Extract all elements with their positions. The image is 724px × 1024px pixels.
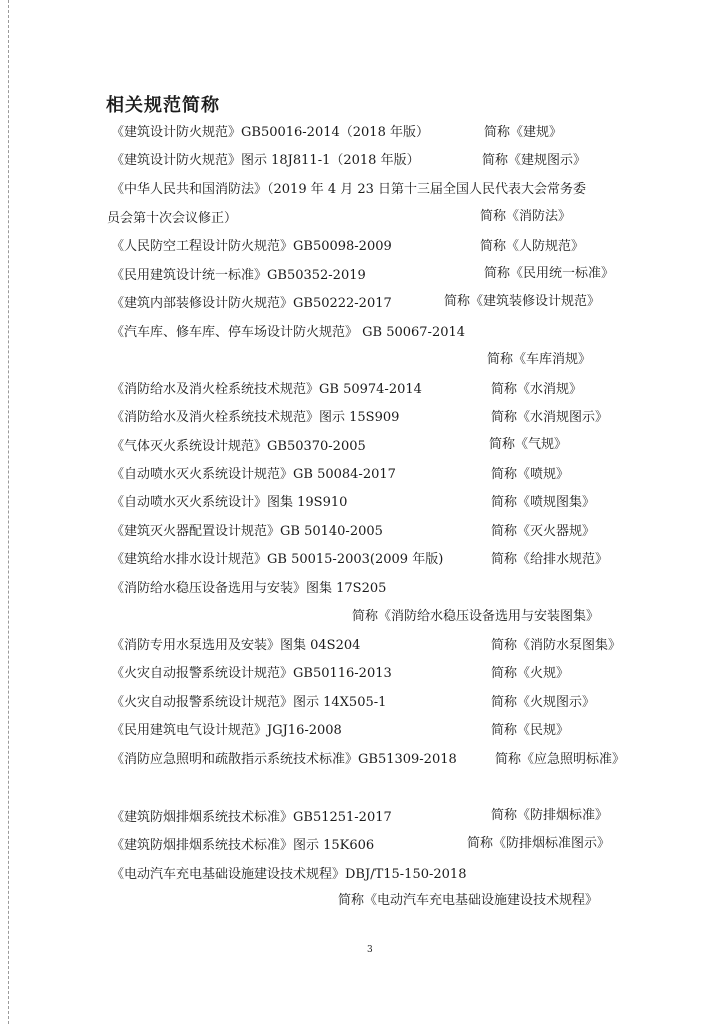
scan-edge	[8, 0, 9, 1024]
standard-title: 《建筑设计防火规范》GB50016-2014（2018 年版）	[111, 125, 429, 140]
standard-abbreviation: 简称《水消规》	[491, 382, 583, 397]
standard-title: 《自动喷水灭火系统设计规范》GB 50084-2017	[111, 467, 396, 482]
standard-abbreviation: 简称《消防给水稳压设备选用与安装图集》	[352, 609, 600, 624]
page-heading: 相关规范简称	[106, 95, 220, 116]
standard-title: 《建筑内部装修设计防火规范》GB50222-2017	[111, 296, 392, 311]
standard-title: 《建筑灭火器配置设计规范》GB 50140-2005	[111, 524, 383, 539]
standard-title: 《消防给水及消火栓系统技术规范》图示 15S909	[111, 410, 400, 425]
standard-abbreviation: 简称《建规》	[484, 125, 563, 140]
standard-title: 《民用建筑电气设计规范》JGJ16-2008	[111, 723, 342, 738]
standard-title: 《电动汽车充电基础设施建设技术规程》DBJ/T15-150-2018	[111, 867, 467, 882]
standard-abbreviation: 简称《火规图示》	[491, 695, 596, 710]
standard-abbreviation: 简称《水消规图示》	[491, 410, 609, 425]
standard-title: 《建筑给水排水设计规范》GB 50015-2003(2009 年版)	[111, 552, 444, 567]
standard-abbreviation: 简称《建筑装修设计规范》	[444, 294, 601, 309]
standard-abbreviation: 简称《防排烟标准图示》	[467, 836, 611, 851]
standard-abbreviation: 简称《防排烟标准》	[491, 808, 609, 823]
standard-title: 《建筑防烟排烟系统技术标准》图示 15K606	[111, 838, 375, 853]
standard-abbreviation: 简称《给排水规范》	[491, 552, 609, 567]
standard-abbreviation: 简称《消防水泵图集》	[491, 638, 622, 653]
standard-title: 《建筑防烟排烟系统技术标准》GB51251-2017	[111, 810, 392, 825]
standard-title: 《消防专用水泵选用及安装》图集 04S204	[111, 638, 361, 653]
standard-abbreviation: 简称《电动汽车充电基础设施建设技术规程》	[338, 893, 599, 908]
standard-title: 《消防给水及消火栓系统技术规范》GB 50974-2014	[111, 382, 422, 397]
standard-title: 《消防给水稳压设备选用与安装》图集 17S205	[111, 581, 387, 596]
standard-abbreviation: 简称《人防规范》	[480, 239, 585, 254]
standard-abbreviation: 简称《民规》	[491, 723, 570, 738]
standard-abbreviation: 简称《民用统一标准》	[484, 266, 615, 281]
standard-title: 《火灾自动报警系统设计规范》GB50116-2013	[111, 666, 392, 681]
standard-title: 《民用建筑设计统一标准》GB50352-2019	[111, 268, 366, 283]
standard-title: 《中华人民共和国消防法》（2019 年 4 月 23 日第十三届全国人民代表大会常务委	[111, 182, 587, 197]
standard-abbreviation: 简称《气规》	[489, 437, 568, 452]
standard-abbreviation: 简称《车库消规》	[487, 352, 592, 367]
standard-abbreviation: 简称《喷规图集》	[491, 495, 596, 510]
standard-title: 《汽车库、修车库、停车场设计防火规范》 GB 50067-2014	[111, 325, 466, 340]
standard-title: 《人民防空工程设计防火规范》GB50098-2009	[111, 239, 392, 254]
standard-abbreviation: 简称《火规》	[491, 666, 570, 681]
standard-title: 《自动喷水灭火系统设计》图集 19S910	[111, 495, 348, 510]
standard-title: 《气体灭火系统设计规范》GB50370-2005	[111, 439, 366, 454]
page-number: 3	[367, 945, 373, 955]
standard-title: 《火灾自动报警系统设计规范》图示 14X505-1	[111, 695, 387, 710]
standard-title: 《建筑设计防火规范》图示 18J811-1（2018 年版）	[111, 153, 420, 168]
standard-title-continued: 员会第十次会议修正）	[107, 211, 238, 226]
standard-title: 《消防应急照明和疏散指示系统技术标准》GB51309-2018	[111, 752, 457, 767]
standard-abbreviation: 简称《消防法》	[480, 209, 572, 224]
standard-abbreviation: 简称《应急照明标准》	[495, 752, 626, 767]
standard-abbreviation: 简称《灭火器规》	[491, 524, 596, 539]
standard-abbreviation: 简称《建规图示》	[482, 153, 587, 168]
standard-abbreviation: 简称《喷规》	[491, 467, 570, 482]
